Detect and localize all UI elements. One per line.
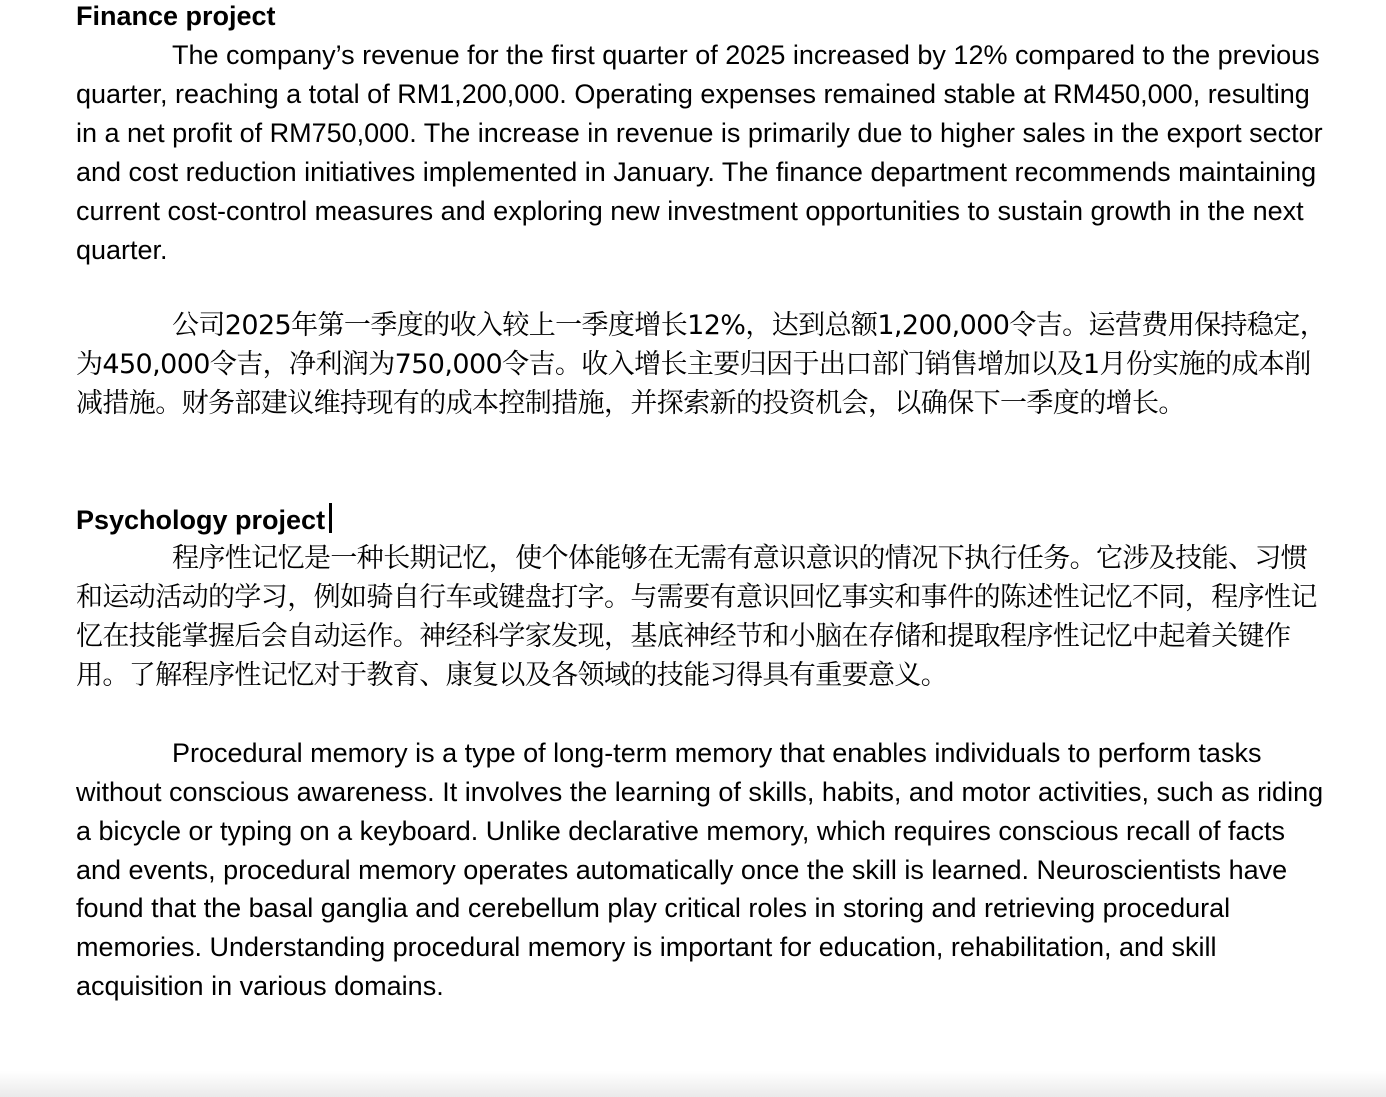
document-body[interactable] <box>76 0 1328 1006</box>
finance-heading-text[interactable]: Finance project <box>76 1 276 31</box>
empty-line <box>76 696 1328 734</box>
finance-paragraph-en[interactable]: The company’s revenue for the first quarter of 2025 increased by 12% compared to the previous quarter, reaching a total of RM1,200,000. Operating expenses remained stable at RM450,000, resulting in a net profit of RM750,000. The increase in revenue is primarily due to higher sales in the export sector and cost reduction initiatives implemented in January. The finance department recommends maintaining current cost-control measures and exploring new investment opportunities to sustain growth in the next quarter. <box>76 40 1323 265</box>
psychology-heading[interactable] <box>76 503 1328 537</box>
finance-paragraph-cn[interactable]: 公司2025年第一季度的收入较上一季度增长12%，达到总额1,200,000令吉。运营费用保持稳定，为450,000令吉，净利润为750,000令吉。收入增长主要归因于出口部门销售增加以及1月份实施的成本削减措施。财务部建议维持现有的成本控制措施，并探索新的投资机会，以确保下一季度的增长。 <box>76 310 1327 420</box>
psychology-heading-text[interactable]: Psychology project <box>76 505 326 536</box>
empty-line <box>76 269 1328 307</box>
window-bottom-edge <box>0 1071 1386 1097</box>
psychology-paragraph-en[interactable]: Procedural memory is a type of long-term memory that enables individuals to perform tasks without conscious awareness. It involves the learning of skills, habits, and motor activities, such as riding a bicycle or typing on a keyboard. Unlike declarative memory, which requires conscious recall of facts and events, procedural memory operates automatically once the skill is learned. Neuroscientists have found that the basal ganglia and cerebellum play critical roles in storing and retrieving procedural memories. Understanding procedural memory is important for education, rehabilitation, and skill acquisition in various domains. <box>76 737 1324 1002</box>
psychology-paragraph-cn[interactable]: 程序性记忆是一种长期记忆，使个体能够在无需有意识意识的情况下执行任务。它涉及技能、习惯和运动活动的学习，例如骑自行车或键盘打字。与需要有意识回忆事实和事件的陈述性记忆不同，程序性记忆在技能掌握后会自动运作。神经科学家发现，基底神经节和小脑在存储和提取程序性记忆中起着关键作用。了解程序性记忆对于教育、康复以及各领域的技能习得具有重要意义。 <box>76 543 1317 691</box>
text-cursor <box>329 503 332 533</box>
empty-line <box>76 424 1328 503</box>
finance-heading[interactable] <box>76 0 1328 33</box>
